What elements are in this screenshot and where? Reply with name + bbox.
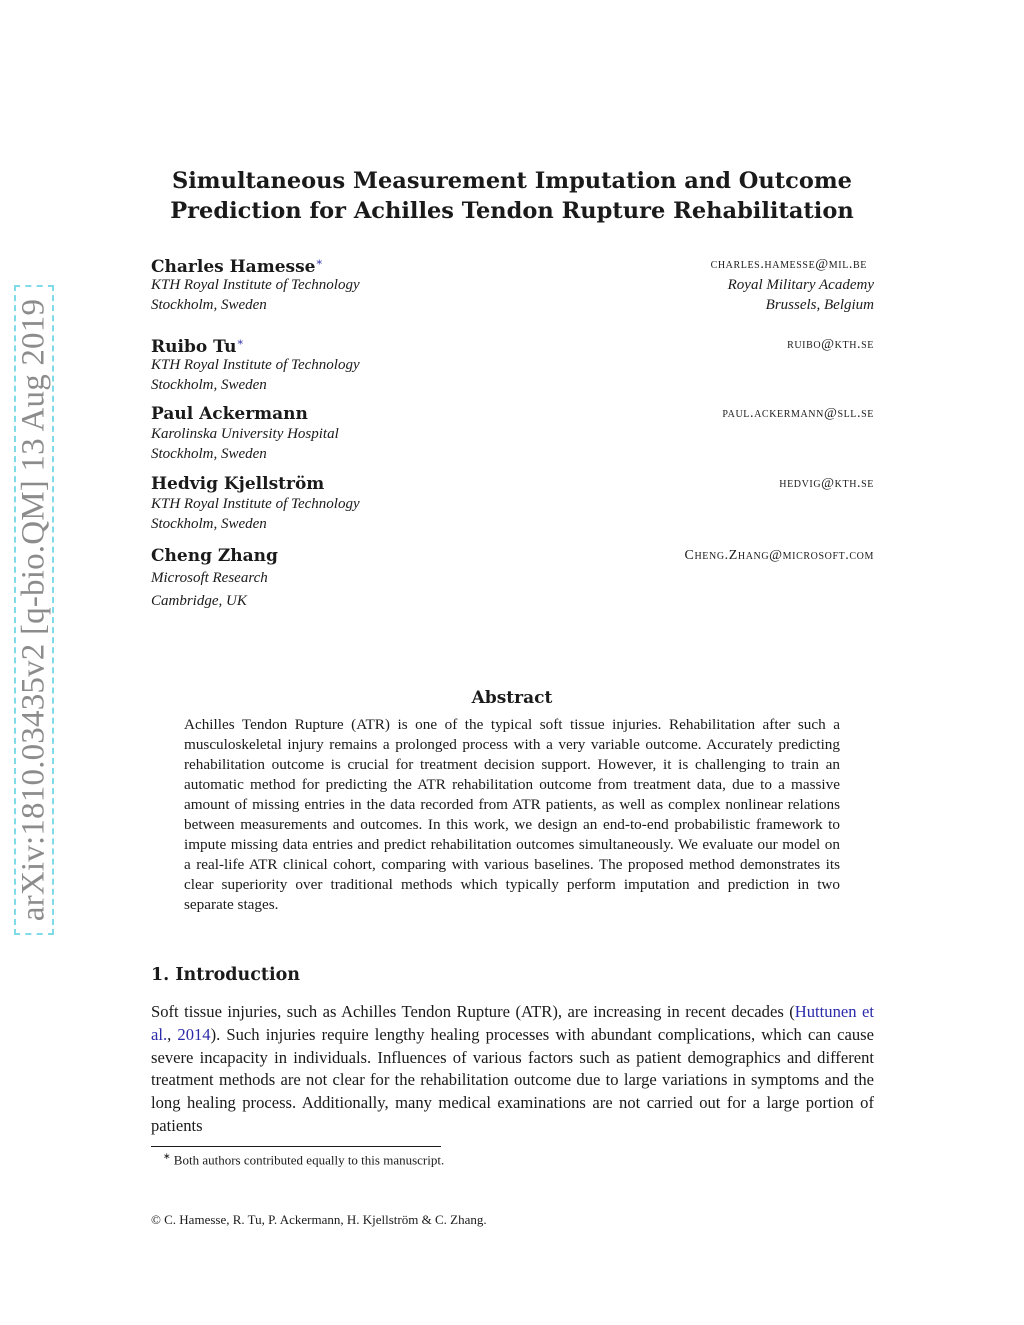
author-block	[151, 335, 874, 395]
arxiv-id: arXiv:1810.03435v2 [q-bio.QM] 13 Aug 2019	[15, 298, 52, 922]
author-affiliation: Karolinska University Hospital	[151, 426, 339, 442]
abstract-heading: Abstract	[471, 688, 553, 708]
author-name: Hedvig Kjellström	[151, 474, 325, 494]
title-line-2: Prediction for Achilles Tendon Rupture Rehabilitation	[170, 198, 854, 224]
author-location: Stockholm, Sweden	[151, 297, 267, 313]
author-email[interactable]: Cheng.Zhang@microsoft.com	[684, 548, 874, 563]
author-location: Stockholm, Sweden	[151, 377, 267, 393]
footnote: ∗ Both authors contributed equally to this manuscript.	[163, 1151, 445, 1168]
equal-contribution-mark: ∗	[236, 335, 245, 348]
title-line-1: Simultaneous Measurement Imputation and Outcome	[172, 168, 852, 194]
author-block	[151, 546, 874, 611]
footnote-divider	[151, 1146, 441, 1147]
citation-year-link[interactable]: 2014	[177, 1024, 211, 1044]
citation-link[interactable]: Huttunen et al.	[151, 1002, 874, 1044]
author-affiliation: KTH Royal Institute of Technology	[151, 277, 360, 293]
author-location: Stockholm, Sweden	[151, 446, 267, 462]
author-name: Charles Hamesse∗	[151, 255, 323, 277]
abstract-text: Achilles Tendon Rupture (ATR) is one of the typical soft tissue injuries. Rehabilitation after such a musculoskeletal injury remains a prolonged process with a very variable outcome. Accurately predicting rehabilitation outcome is crucial for treatment decision support. However, it is challenging to train an automatic method for predicting the ATR rehabilitation outcome from treatment data, due to a massive amount of missing entries in the data recorded from ATR patients, as well as complex nonlinear relations between measurements and outcomes. In this work, we design an end-to-end probabilistic framework to impute missing data entries and predict rehabilitation outcomes simultaneously. We evaluate our model on a real-life ATR clinical cohort, comparing with various baselines. The proposed method demonstrates its clear superiority over traditional methods which typically perform imputation and prediction in two separate stages.	[184, 716, 840, 913]
author-location-secondary: Brussels, Belgium	[765, 297, 874, 313]
author-location: Stockholm, Sweden	[151, 516, 267, 532]
equal-contribution-mark: ∗	[315, 255, 323, 268]
author-email[interactable]: charles.hamesse@mil.be	[710, 257, 867, 272]
arxiv-stamp	[14, 285, 54, 935]
author-email[interactable]: paul.ackermann@sll.se	[722, 406, 874, 421]
author-email[interactable]: ruibo@kth.se	[787, 337, 874, 352]
footnote-mark: ∗	[163, 1151, 171, 1161]
author-block	[151, 404, 874, 464]
author-email[interactable]: hedvig@kth.se	[779, 476, 874, 491]
author-name: Paul Ackermann	[151, 404, 308, 424]
copyright-notice: © C. Hamesse, R. Tu, P. Ackermann, H. Kjellström & C. Zhang.	[151, 1212, 487, 1227]
author-block	[151, 255, 874, 315]
author-block	[151, 474, 874, 534]
author-affiliation: Microsoft Research	[151, 570, 268, 586]
author-affiliation: KTH Royal Institute of Technology	[151, 496, 360, 512]
author-affiliation: KTH Royal Institute of Technology	[151, 357, 360, 373]
section-heading-introduction: 1. Introduction	[151, 965, 300, 985]
author-name: Cheng Zhang	[151, 546, 278, 566]
author-name: Ruibo Tu∗	[151, 335, 245, 357]
paper-title	[150, 166, 874, 226]
author-affiliation-secondary: Royal Military Academy	[727, 277, 874, 293]
author-location: Cambridge, UK	[151, 593, 247, 609]
introduction-paragraph: Soft tissue injuries, such as Achilles Tendon Rupture (ATR), are increasing in recent decades (Huttunen et al., 2014). Such injuries require lengthy healing processes with abundant complications, which can cause severe incapacity in individuals. Influences of various factors such as patient demographics and different treatment methods are not clear for the rehabilitation outcome due to large variations in symptoms and the long healing process. Additionally, many medical examinations are not carried out for a large portion of patients	[151, 1002, 874, 1135]
